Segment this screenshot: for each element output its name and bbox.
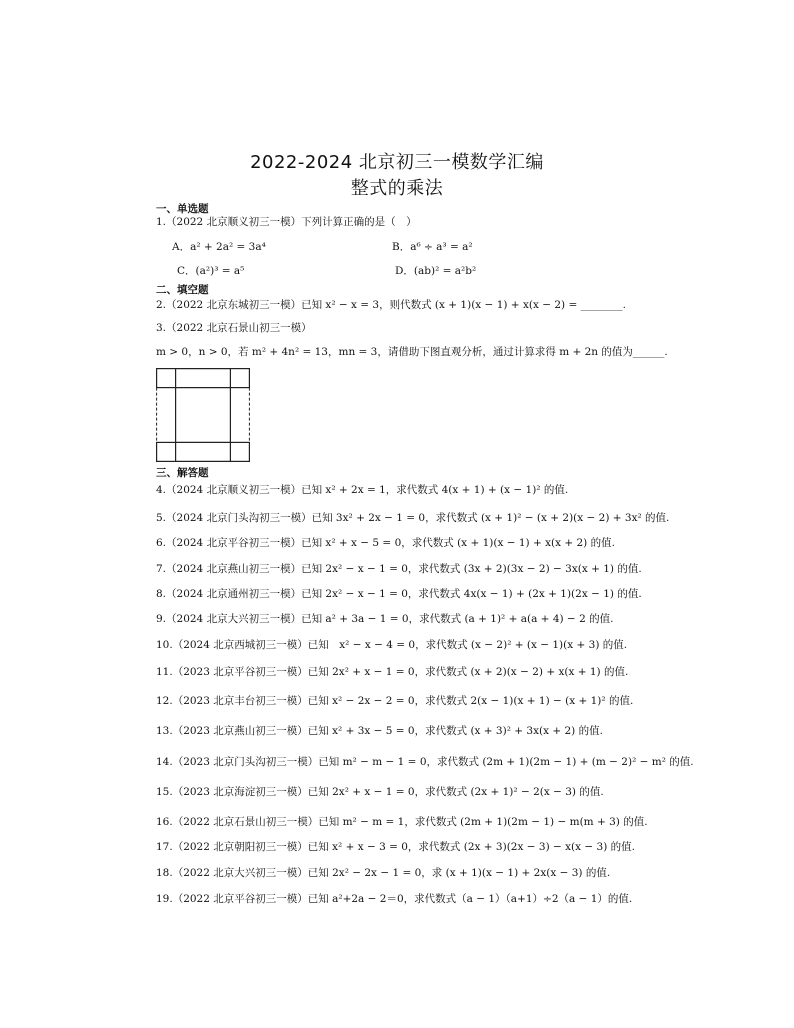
question-9: 9.（2024 北京大兴初三一模）已知 a² + 3a − 1 = 0，求代数式 (a + 1)² + a(a + 4) − 2 的值.	[156, 613, 614, 625]
question-13: 13.（2023 北京燕山初三一模）已知 x² + 3x − 5 = 0，求代数式 (x + 3)² + 3x(x + 2) 的值.	[156, 725, 603, 737]
question-6: 6.（2024 北京平谷初三一模）已知 x² + x − 5 = 0，求代数式 (x + 1)(x − 1) + x(x + 2) 的值.	[156, 537, 615, 549]
question-4: 4.（2024 北京顺义初三一模）已知 x² + 2x = 1，求代数式 4(x + 1) + (x − 1)² 的值.	[156, 484, 569, 496]
question-1-stem: 1.（2022 北京顺义初三一模）下列计算正确的是（ ）	[156, 216, 417, 228]
section-heading-solutions: 三、解答题	[156, 467, 209, 479]
section-heading-fill-blank: 二、填空题	[156, 284, 209, 296]
question-14: 14.（2023 北京门头沟初三一模）已知 m² − m − 1 = 0，求代数式 (2m + 1)(2m − 1) + (m − 2)² − m² 的值.	[156, 756, 694, 768]
question-11: 11.（2023 北京平谷初三一模）已知 2x² + x − 1 = 0，求代数式 (x + 2)(x − 2) + x(x + 1) 的值.	[156, 666, 629, 678]
document-title: 2022-2024 北京初三一模数学汇编	[250, 152, 544, 173]
question-3-stem: 3.（2022 北京石景山初三一模）	[156, 322, 312, 334]
question-3-body: m > 0，n > 0，若 m² + 4n² = 13，mn = 3，请借助下图直观分析，通过计算求得 m + 2n 的值为______.	[156, 346, 668, 358]
section-heading-single-choice: 一、单选题	[156, 203, 209, 215]
question-5: 5.（2024 北京门头沟初三一模）已知 3x² + 2x − 1 = 0，求代数式 (x + 1)² − (x + 2)(x − 2) + 3x² 的值.	[156, 512, 670, 524]
question-16: 16.（2022 北京石景山初三一模）已知 m² − m = 1，求代数式 (2m + 1)(2m − 1) − m(m + 3) 的值.	[156, 816, 648, 828]
question-7: 7.（2024 北京燕山初三一模）已知 2x² − x − 1 = 0，求代数式 (3x + 2)(3x − 2) − 3x(x + 1) 的值.	[156, 563, 642, 575]
document-subtitle: 整式的乘法	[350, 178, 444, 199]
question-10: 10.（2024 北京西城初三一模）已知 x² − x − 4 = 0，求代数式 (x − 2)² + (x − 1)(x + 3) 的值.	[156, 639, 628, 651]
question-8: 8.（2024 北京通州初三一模）已知 2x² − x − 1 = 0，求代数式 4x(x − 1) + (2x + 1)(2x − 1) 的值.	[156, 588, 642, 600]
question-1-option-a: A．a² + 2a² = 3a⁴	[172, 241, 266, 253]
question-15: 15.（2023 北京海淀初三一模）已知 2x² + x − 1 = 0，求代数式 (2x + 1)² − 2(x − 3) 的值.	[156, 786, 604, 798]
question-2: 2.（2022 北京东城初三一模）已知 x² − x = 3，则代数式 (x + 1)(x − 1) + x(x − 2) = ________.	[156, 299, 626, 311]
question-19: 19.（2022 北京平谷初三一模）已知 a²+2a − 2＝0，求代数式（a − 1）（a+1）÷2（a − 1）的值.	[156, 893, 633, 905]
question-1-option-d: D．(ab)² = a²b²	[395, 265, 477, 277]
question-17: 17.（2022 北京朝阳初三一模）已知 x² + x − 3 = 0，求代数式 (2x + 3)(2x − 3) − x(x − 3) 的值.	[156, 841, 636, 853]
square-diagram	[156, 368, 250, 462]
question-12: 12.（2023 北京丰台初三一模）已知 x² − 2x − 2 = 0，求代数式 2(x − 1)(x + 1) − (x + 1)² 的值.	[156, 695, 634, 707]
question-18: 18.（2022 北京大兴初三一模）已知 2x² − 2x − 1 = 0，求 (x + 1)(x − 1) + 2x(x − 3) 的值.	[156, 867, 611, 879]
question-1-option-b: B．a⁶ ÷ a³ = a²	[392, 241, 473, 253]
question-1-option-c: C．(a²)³ = a⁵	[177, 265, 245, 277]
